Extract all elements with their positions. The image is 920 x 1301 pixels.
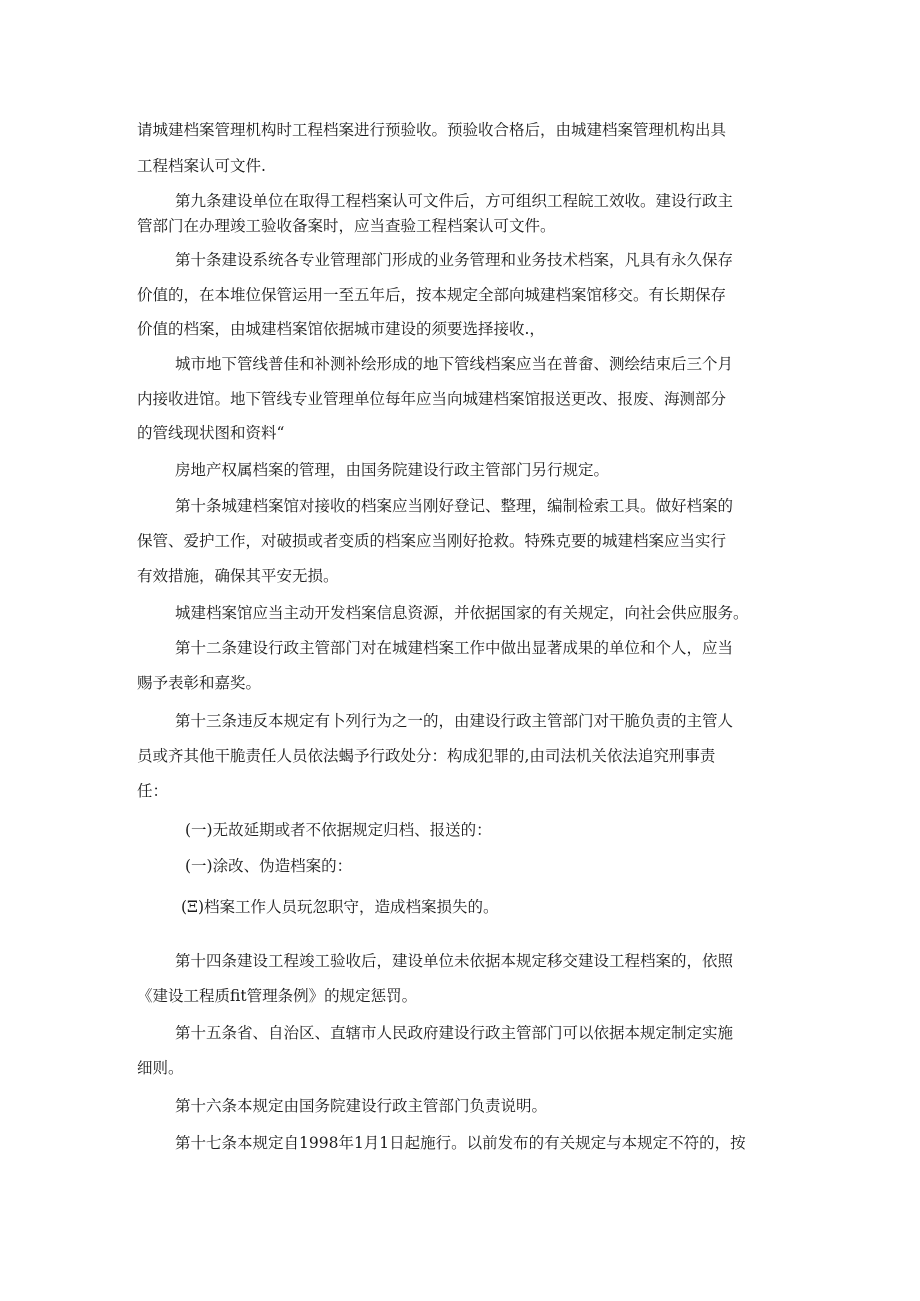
text-line: 第十五条省、自治区、直辖市人民政府建设行政主管部门可以依据本规定制定实施: [175, 1024, 734, 1042]
text-line: 价值的，在本堆位保管运用一至五年后，按本规定全部向城建档案馆移交。有长期保存: [137, 286, 727, 304]
text-line: 第九条建设单位在取得工程档案认可文件后，方可组织工程皖工效收。建设行政主: [175, 192, 734, 210]
text-line: 第十七条本规定自1998年1月1日起施行。以前发布的有关规定与本规定不符的，按: [175, 1134, 746, 1152]
text-line: 任：: [137, 782, 169, 800]
text-line: 第十条建设系统各专业管理部门形成的业务管理和业务技术档案，凡具有永久保存: [175, 251, 734, 269]
text-line: 管部门在办理竣工验收备案时，应当查验工程档案认可文件。: [137, 217, 556, 235]
text-line: 价值的档案，由城建档案馆依据城市建设的须要选择接收.，: [137, 320, 545, 338]
text-line: 城市地下管线普佳和补测补绘形成的地下管线档案应当在普畲、测绘结束后三个月: [175, 355, 734, 373]
text-line: 第十六条本规定由国务院建设行政主管部门负责说明。: [175, 1097, 548, 1115]
text-line: 的管线现状图和资料“: [137, 424, 285, 442]
list-item: (一)无故延期或者不依据规定归档、报送的：: [185, 821, 492, 839]
text-line: 保管、爱护工作，对破损或者变质的档案应当刚好抢救。特殊克要的城建档案应当实行: [137, 532, 727, 550]
text-line: 工程档案认可文件.: [137, 157, 266, 175]
text-line: 房地产权属档案的管理，由国务院建设行政主管部门另行规定。: [175, 461, 610, 479]
text-line: 员或齐其他干脆责任人员依法蝎予行政处分：构成犯罪的,由司法机关依法追究刑事责: [137, 747, 716, 765]
text-line: 第十三条违反本规定有卜列行为之一的，由建设行政主管部门对干脆负责的主管人: [175, 712, 734, 730]
text-line: 请城建档案管理机构时工程档案进行预验收。预验收合格后，由城建档案管理机构出具: [137, 121, 727, 139]
list-item: (一)涂改、伪造档案的：: [185, 857, 353, 875]
text-line: 《建设工程质fit管理条例》的规定惩罚。: [137, 987, 418, 1005]
text-line: 第十条城建档案馆对接收的档案应当刚好登记、整理，编制检索工具。做好档案的: [175, 497, 734, 515]
text-line: 赐予表彰和嘉奖。: [137, 674, 262, 692]
list-item: (Ξ)档案工作人员玩忽职守，造成档案损失的。: [181, 898, 499, 916]
text-line: 城建档案馆应当主动开发档案信息资源，并依据国家的有关规定，向社会供应服务。: [175, 604, 749, 622]
text-line: 内接收进馆。地下管线专业管理单位每年应当向城建档案馆报送更改、报废、海测部分: [137, 390, 727, 408]
text-line: 有效措施，确保其平安无损。: [137, 567, 339, 585]
text-line: 第十四条建设工程竣工验收后，建设单位未依据本规定移交建设工程档案的，依照: [175, 952, 734, 970]
text-line: 第十二条建设行政主管部门对在城建档案工作中做出显著成果的单位和个人，应当: [175, 639, 734, 657]
text-line: 细则。: [137, 1059, 184, 1077]
